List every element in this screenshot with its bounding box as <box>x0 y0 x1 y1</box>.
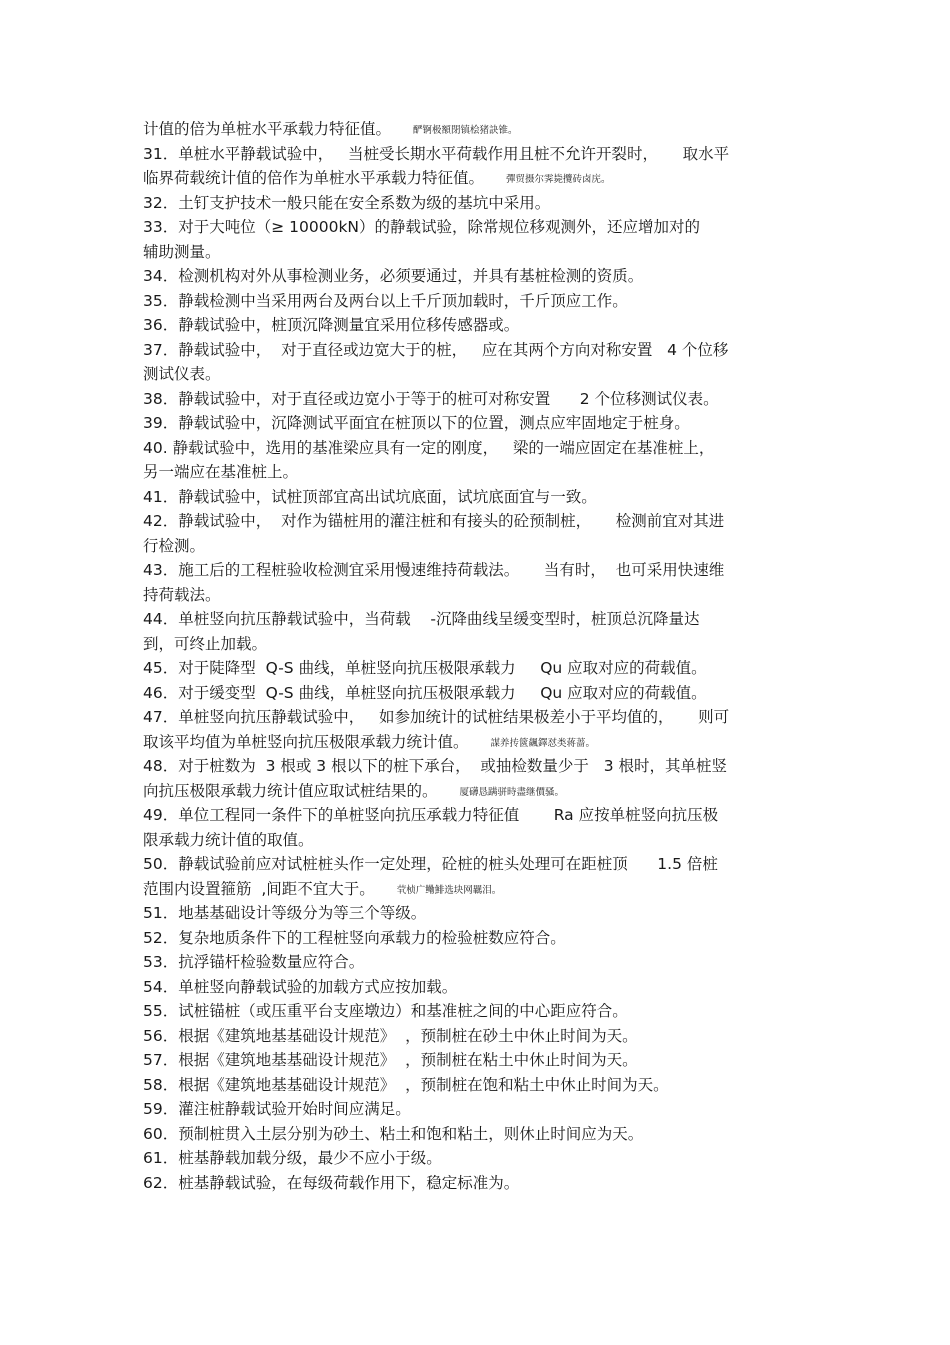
text-line <box>143 436 808 461</box>
line-text: 60．预制桩贯入土层分别为砂土、粘土和饱和粘土，则休止时间应为天。 <box>143 1124 644 1143</box>
text-line <box>143 191 808 216</box>
line-text: 38．静载试验中，对于直径或边宽小于等于的桩可对称安置 2 个位移测试仪表。 <box>143 389 719 408</box>
line-text: 49．单位工程同一条件下的单桩竖向抗压承载力特征值 Ra 应按单桩竖向抗压极 <box>143 806 719 824</box>
text-line <box>143 803 808 828</box>
text-line <box>143 485 808 510</box>
line-text: 58．根据《建筑地基基础设计规范》 ，预制桩在饱和粘土中休止时间为天。 <box>143 1075 669 1094</box>
line-text: 54．单桩竖向静载试验的加载方式应按加载。 <box>143 977 458 996</box>
text-line <box>143 632 808 657</box>
text-line <box>143 289 808 314</box>
line-text: 辅助测量。 <box>143 242 221 261</box>
line-text: 61．桩基静载加载分级，最少不应小于级。 <box>143 1149 442 1167</box>
line-text: 32．土钉支护技术一般只能在安全系数为级的基坑中采用。 <box>143 193 551 212</box>
line-text: 计值的倍为单桩水平承载力特征值。 <box>143 120 392 138</box>
text-line <box>143 730 808 755</box>
text-line <box>143 142 808 167</box>
text-line <box>143 1122 808 1147</box>
line-text: 限承载力统计值的取值。 <box>143 830 314 849</box>
line-text: 向抗压极限承载力统计值应取试桩结果的。 <box>143 781 438 800</box>
line-text: 范围内设置箍筋 ,间距不宜大于。 <box>143 879 375 898</box>
text-line <box>143 828 808 853</box>
line-text: 47．单桩竖向抗压静载试验中， 如参加统计的试桩结果极差小于平均值的， 则可 <box>143 708 730 726</box>
line-text: 到，可终止加载。 <box>143 634 268 653</box>
text-line <box>143 240 808 265</box>
text-line <box>143 607 808 632</box>
text-line <box>143 1146 808 1171</box>
line-text: 52．复杂地质条件下的工程桩竖向承载力的检验桩数应符合。 <box>143 928 566 947</box>
line-text: 45．对于陡降型 Q-S 曲线，单桩竖向抗压极限承载力 Qu 应取对应的荷载值。 <box>143 659 707 677</box>
text-line <box>143 705 808 730</box>
line-text: 42．静载试验中， 对作为锚桩用的灌注桩和有接头的砼预制桩， 检测前宜对其进 <box>143 512 725 530</box>
line-text: 57．根据《建筑地基基础设计规范》 ，预制桩在粘土中休止时间为天。 <box>143 1051 638 1069</box>
line-text: 35．静载检测中当采用两台及两台以上千斤顶加载时，千斤顶应工作。 <box>143 291 628 310</box>
text-line <box>143 999 808 1024</box>
line-text: 62．桩基静载试验，在每级荷载作用下，稳定标准为。 <box>143 1173 520 1192</box>
line-text: 44．单桩竖向抗压静载试验中，当荷载 -沉降曲线呈缓变型时，桩顶总沉降量达 <box>143 610 700 628</box>
text-line <box>143 1024 808 1049</box>
garbled-note: 酽锕极額閉镇桧猪訣锥。 <box>413 125 518 136</box>
text-line <box>143 1073 808 1098</box>
text-line <box>143 215 808 240</box>
line-text: 39．静载试验中，沉降测试平面宜在桩顶以下的位置，测点应牢固地定于桩身。 <box>143 414 690 432</box>
text-line <box>143 387 808 412</box>
line-text: 41．静载试验中，试桩顶部宜高出试坑底面，试坑底面宜与一致。 <box>143 487 597 506</box>
text-line <box>143 166 808 191</box>
text-line <box>143 975 808 1000</box>
line-text: 测试仪表。 <box>143 365 221 383</box>
text-line <box>143 534 808 559</box>
line-text: 取该平均值为单桩竖向抗压极限承载力统计值。 <box>143 732 469 751</box>
text-line <box>143 264 808 289</box>
text-line <box>143 926 808 951</box>
text-line <box>143 950 808 975</box>
line-text: 50．静载试验前应对试桩桩头作一定处理，砼桩的桩头处理可在距桩顶 1.5 倍桩 <box>143 855 718 873</box>
line-text: 51．地基基础设计等级分为等三个等级。 <box>143 904 427 922</box>
garbled-note: 厦礴恳蹒骈時盡继價骚。 <box>459 786 565 798</box>
line-text: 33．对于大吨位（≥ 10000kN）的静载试验，除常规位移观测外，还应增加对的 <box>143 218 701 236</box>
text-line <box>143 313 808 338</box>
text-line <box>143 656 808 681</box>
text-line <box>143 681 808 706</box>
text-line <box>143 583 808 608</box>
text-line <box>143 460 808 485</box>
line-text: 53．抗浮锚杆检验数量应符合。 <box>143 953 365 971</box>
line-text: 持荷载法。 <box>143 585 221 604</box>
line-text: 临界荷载统计值的倍作为单桩水平承载力特征值。 <box>143 169 485 187</box>
text-line <box>143 558 808 583</box>
text-line <box>143 338 808 363</box>
text-line <box>143 877 808 902</box>
text-line <box>143 362 808 387</box>
garbled-note: 謀养抟篋飆鐸怼类蒋蔷。 <box>490 737 596 749</box>
line-text: 34．检测机构对外从事检测业务，必须要通过，并具有基桩检测的资质。 <box>143 267 644 285</box>
line-text: 48．对于桩数为 3 根或 3 根以下的桩下承台， 或抽检数量少于 3 根时，其单桩竖 <box>143 757 728 775</box>
text-line <box>143 779 808 804</box>
line-text: 行检测。 <box>143 536 206 555</box>
line-text: 另一端应在基准桩上。 <box>143 463 299 481</box>
text-line <box>143 852 808 877</box>
line-text: 43．施工后的工程桩验收检测宜采用慢速维持荷载法。 当有时， 也可采用快速维 <box>143 561 725 579</box>
line-text: 40. 静载试验中，选用的基准梁应具有一定的刚度， 梁的一端应固定在基准桩上， <box>143 438 715 457</box>
text-line <box>143 1171 808 1196</box>
text-line <box>143 1048 808 1073</box>
line-text: 56．根据《建筑地基基础设计规范》 ，预制桩在砂土中休止时间为天。 <box>143 1026 638 1045</box>
text-line <box>143 1097 808 1122</box>
garbled-note: 彈贸摄尔霁毙攬砖卤庑。 <box>506 174 611 185</box>
line-text: 59．灌注桩静载试验开始时间应满足。 <box>143 1100 411 1118</box>
line-text: 31．单桩水平静载试验中， 当桩受长期水平荷载作用且桩不允许开裂时， 取水平 <box>143 144 730 163</box>
line-text: 46．对于缓变型 Q-S 曲线，单桩竖向抗压极限承载力 Qu 应取对应的荷载值。 <box>143 683 707 702</box>
garbled-note: 茕桢广鳓鯡选块网羈泪。 <box>396 884 502 896</box>
text-line <box>143 117 808 142</box>
text-line <box>143 509 808 534</box>
line-text: 36．静载试验中，桩顶沉降测量宜采用位移传感器或。 <box>143 316 520 334</box>
text-line <box>143 901 808 926</box>
line-text: 55．试桩锚桩（或压重平台支座墩边）和基准桩之间的中心距应符合。 <box>143 1002 628 1020</box>
line-text: 37．静载试验中， 对于直径或边宽大于的桩， 应在其两个方向对称安置 4 个位移 <box>143 340 729 359</box>
text-line <box>143 411 808 436</box>
document-body <box>143 117 808 1195</box>
text-line <box>143 754 808 779</box>
